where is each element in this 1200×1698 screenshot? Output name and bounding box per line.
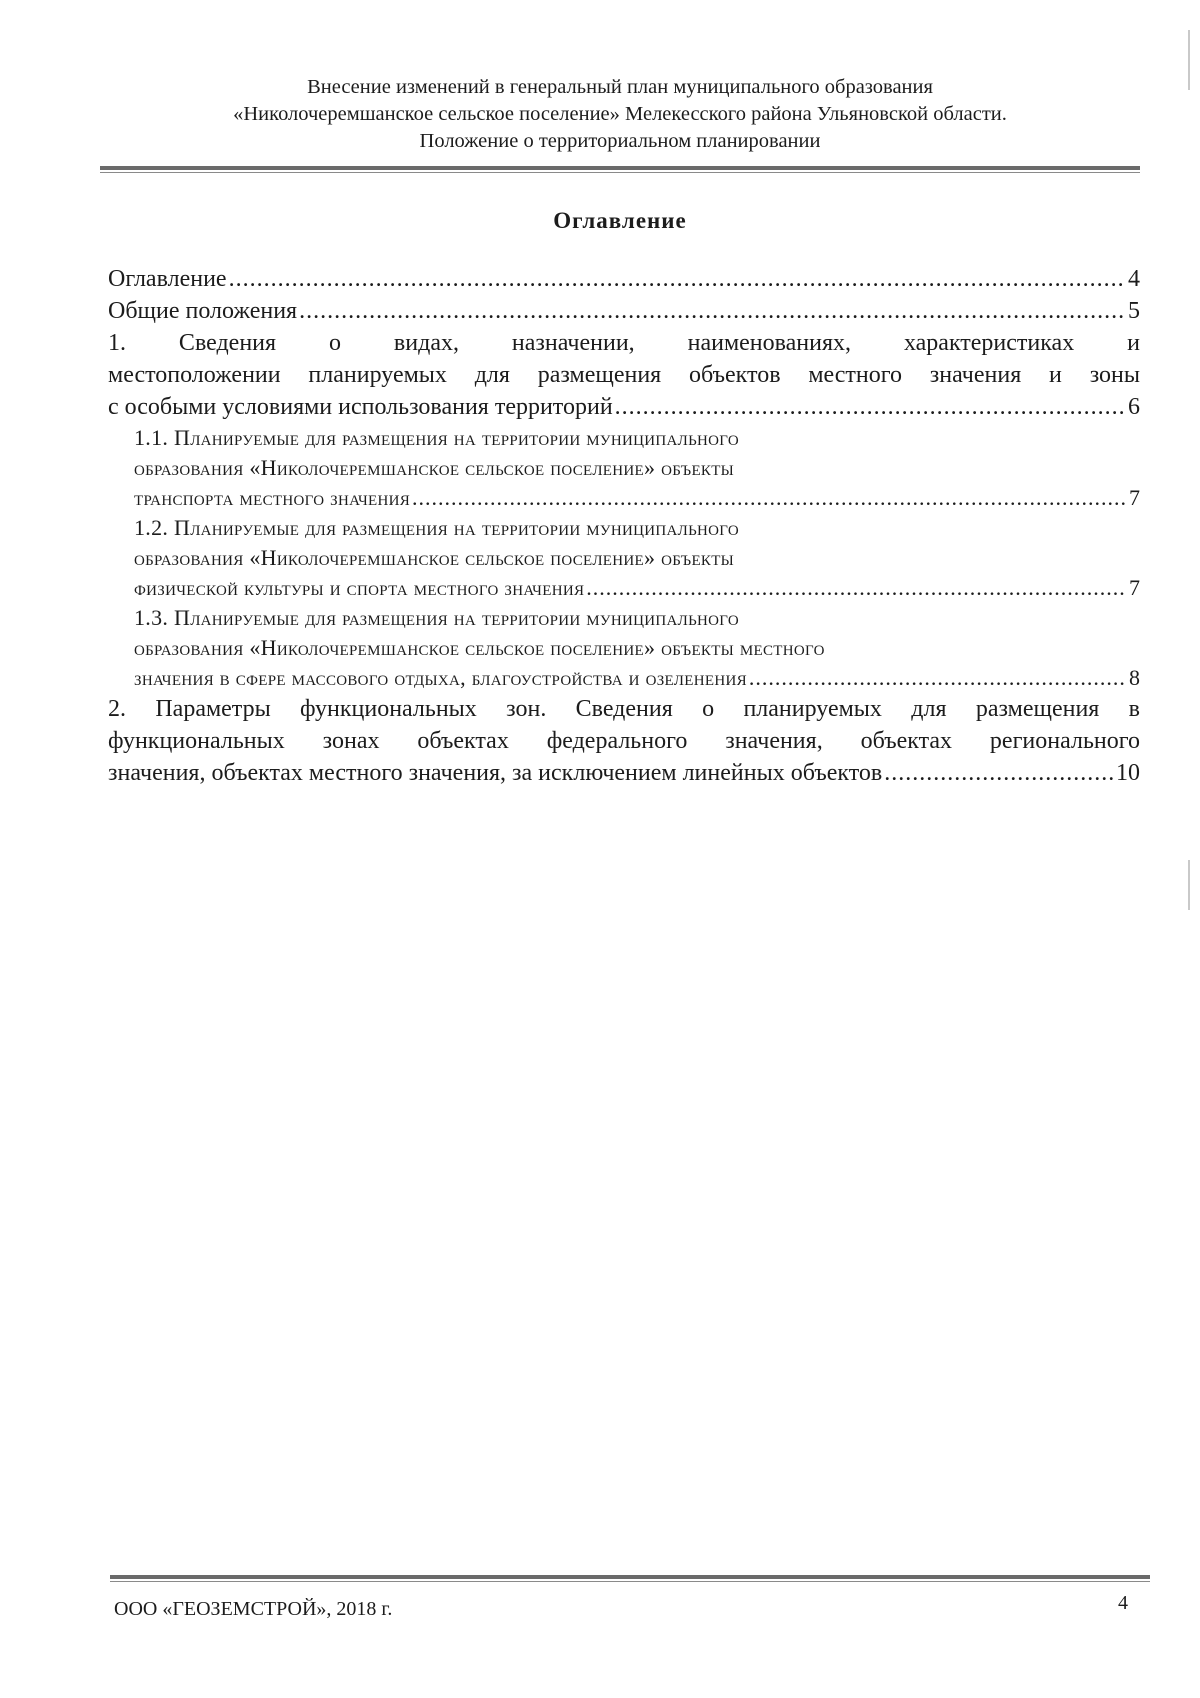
toc-entry-label: с особыми условиями использования территорий	[108, 394, 613, 420]
toc-page-number: 5	[1128, 298, 1140, 324]
toc-entry-line: образования «Николочеремшанское сельское поселение» объекты местного	[134, 635, 825, 660]
toc-entry-line: 2. Параметры функциональных зон. Сведения о планируемых для размещения в	[108, 696, 1140, 722]
running-header	[100, 74, 1140, 155]
header-rule	[100, 166, 1140, 173]
toc-entry-label: физической культуры и спорта местного значения	[134, 575, 585, 600]
toc-entry-line: местоположении планируемых для размещения объектов местного значения и зоны	[108, 362, 1140, 388]
footer-rule	[110, 1575, 1150, 1582]
toc-entry-label: значения, объектах местного значения, за исключением линейных объектов	[108, 760, 883, 786]
toc-entry-label: Оглавление	[108, 266, 227, 292]
dot-leader	[229, 263, 1126, 295]
dot-leader	[586, 573, 1127, 603]
dot-leader	[412, 483, 1127, 513]
dot-leader	[884, 757, 1114, 789]
footer-company: ООО «ГЕОЗЕМСТРОЙ», 2018 г.	[114, 1598, 393, 1620]
dot-leader	[749, 663, 1127, 693]
toc-entry-line: 1.3. Планируемые для размещения на территории муниципального	[134, 605, 740, 630]
toc-entry-line: образования «Николочеремшанское сельское поселение» объекты	[134, 455, 735, 480]
footer-page-number: 4	[1118, 1592, 1128, 1614]
toc-page-number: 4	[1128, 266, 1140, 292]
toc-entry-label: значения в сфере массового отдыха, благоустройства и озеленения	[134, 665, 747, 690]
dot-leader	[615, 391, 1126, 423]
scan-margin-mark	[1188, 30, 1190, 90]
toc-entry-label: транспорта местного значения	[134, 485, 411, 510]
toc-entry-line: образования «Николочеремшанское сельское поселение» объекты	[134, 545, 735, 570]
toc-entry-label: Общие положения	[108, 298, 298, 324]
toc-page-number: 7	[1129, 575, 1140, 600]
toc-entry-line: 1. Сведения о видах, назначении, наименованиях, характеристиках и	[108, 330, 1140, 356]
header-line-1: Внесение изменений в генеральный план муниципального образования	[307, 76, 933, 98]
toc-page-number: 6	[1128, 394, 1140, 420]
scan-margin-mark	[1188, 860, 1190, 910]
toc-page-number: 10	[1116, 760, 1140, 786]
toc-title: Оглавление	[553, 208, 687, 233]
toc-entry-section-2[interactable]	[108, 693, 1140, 789]
table-of-contents	[108, 263, 1140, 789]
toc-page-number: 7	[1129, 485, 1140, 510]
toc-entry-general-provisions[interactable]	[108, 295, 1140, 327]
toc-entry-section-1-3[interactable]	[108, 603, 1140, 693]
toc-entry-line: 1.2. Планируемые для размещения на территории муниципального	[134, 515, 740, 540]
header-line-3: Положение о территориальном планировании	[419, 130, 821, 152]
toc-entry-section-1-2[interactable]	[108, 513, 1140, 603]
toc-entry-line: 1.1. Планируемые для размещения на территории муниципального	[134, 425, 740, 450]
dot-leader	[299, 295, 1126, 327]
toc-entry-section-1[interactable]	[108, 327, 1140, 423]
toc-entry-section-1-1[interactable]	[108, 423, 1140, 513]
header-line-2: «Николочеремшанское сельское поселение» Мелекесского района Ульяновской области.	[233, 103, 1007, 125]
toc-page-number: 8	[1129, 665, 1140, 690]
toc-entry-line: функциональных зонах объектах федерального значения, объектах регионального	[108, 728, 1140, 754]
toc-entry-contents[interactable]	[108, 263, 1140, 295]
